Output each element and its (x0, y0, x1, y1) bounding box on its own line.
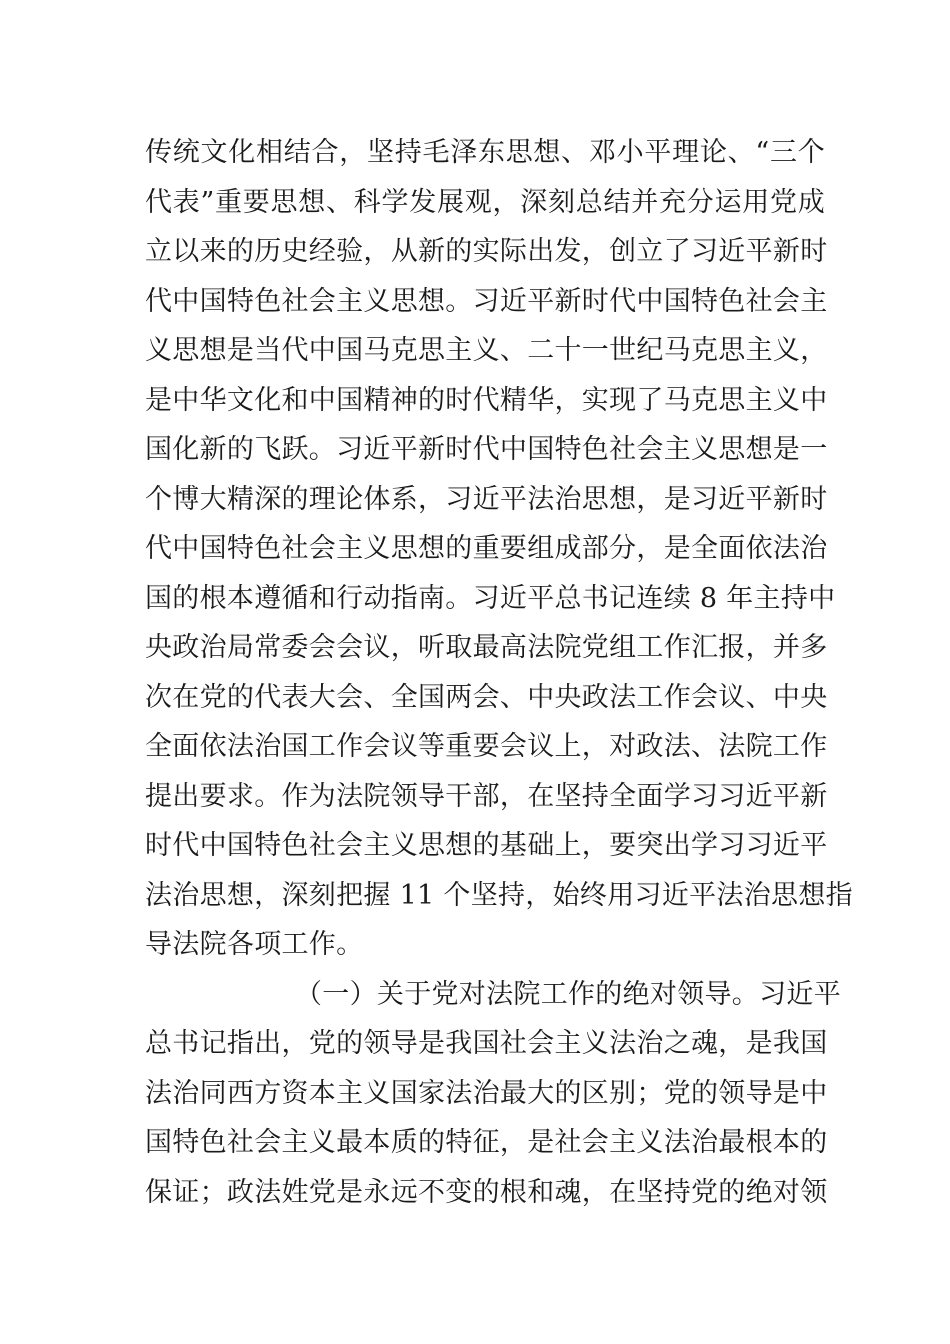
document-body (145, 128, 853, 1217)
text-line: 时代中国特色社会主义思想的基础上，要突出学习习近平 (145, 830, 828, 861)
text-line: 国化新的飞跃。习近平新时代中国特色社会主义思想是一 (145, 434, 828, 465)
text-line: 总书记指出，党的领导是我国社会主义法治之魂，是我国 (145, 1028, 828, 1059)
text-line: 义思想是当代中国马克思主义、二十一世纪马克思主义， (145, 335, 828, 366)
text-line: 代中国特色社会主义思想。习近平新时代中国特色社会主 (145, 285, 828, 317)
text-line: 代中国特色社会主义思想的重要组成部分，是全面依法治 (145, 533, 828, 564)
text-line: 个博大精深的理论体系，习近平法治思想，是习近平新时 (145, 483, 828, 515)
text-line: 法治同西方资本主义国家法治最大的区别；党的领导是中 (145, 1077, 828, 1109)
text-line: 立以来的历史经验，从新的实际出发，创立了习近平新时 (145, 236, 828, 267)
text-line: 国的根本遵循和行动指南。习近平总书记连续 8 年主持中 (145, 582, 836, 614)
text-line: 传统文化相结合，坚持毛泽东思想、邓小平理论、“三个 (145, 137, 825, 168)
text-line: 法治思想，深刻把握 11 个坚持，始终用习近平法治思想指 (145, 879, 853, 911)
paragraph-1 (145, 128, 853, 970)
text-line: 保证；政法姓党是永远不变的根和魂，在坚持党的绝对领 (145, 1176, 828, 1208)
text-line: 国特色社会主义最本质的特征，是社会主义法治最根本的 (145, 1127, 828, 1158)
text-line: 提出要求。作为法院领导干部，在坚持全面学习习近平新 (145, 780, 828, 812)
paragraph-2 (145, 970, 841, 1218)
text-line: 次在党的代表大会、全国两会、中央政法工作会议、中央 (145, 681, 828, 713)
text-line: 是中华文化和中国精神的时代精华，实现了马克思主义中 (145, 384, 828, 416)
section-heading-line: （一）关于党对法院工作的绝对领导。习近平 (295, 978, 841, 1010)
text-line: 代表”重要思想、科学发展观，深刻总结并充分运用党成 (145, 186, 825, 218)
text-line: 央政治局常委会会议，听取最高法院党组工作汇报，并多 (145, 632, 828, 663)
text-line: 全面依法治国工作会议等重要会议上，对政法、法院工作 (145, 731, 828, 762)
text-line: 导法院各项工作。 (145, 929, 364, 960)
